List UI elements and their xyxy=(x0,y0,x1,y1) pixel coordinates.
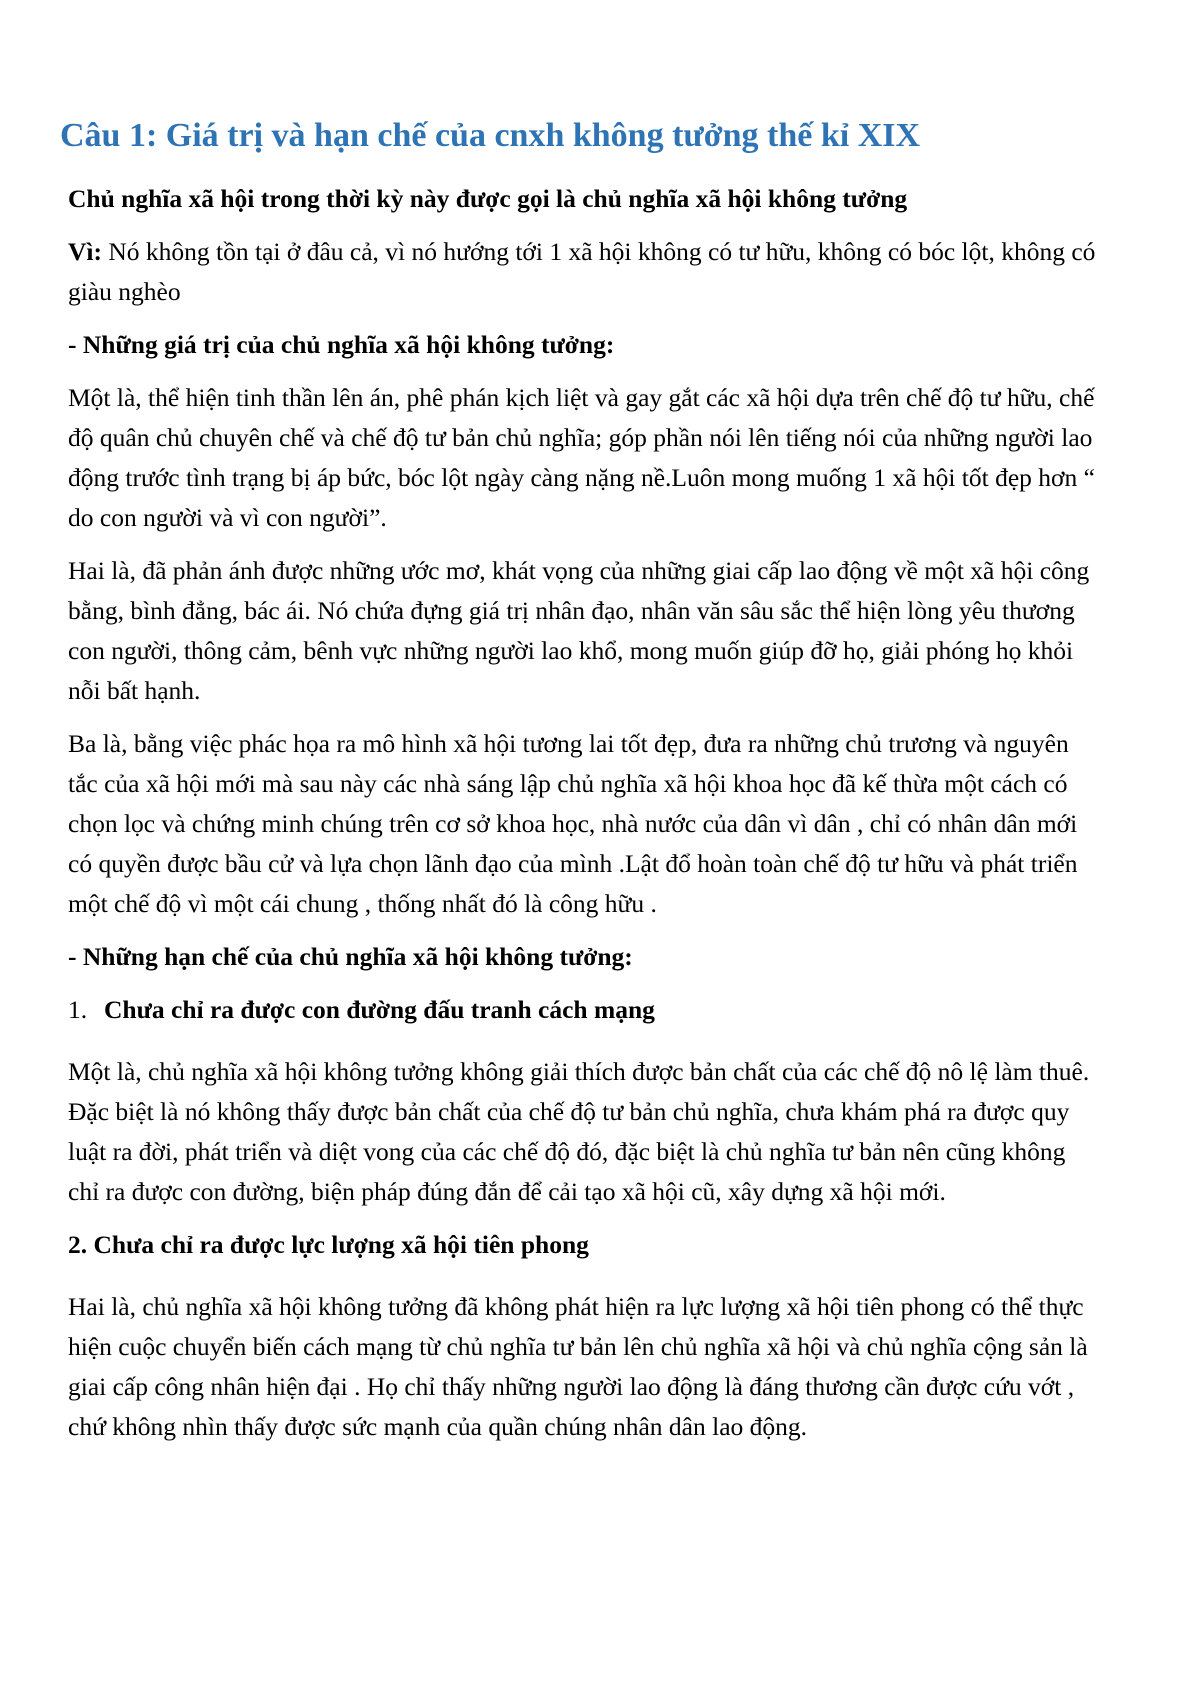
limit-item-1-paragraph: Một là, chủ nghĩa xã hội không tưởng không giải thích được bản chất của các chế độ nô lệ làm thuê. Đặc biệt là nó không thấy được bản chất của chế độ tư bản chủ nghĩa, chưa khám phá ra được quy luật ra đời, phát triển và diệt vong của các chế độ đó, đặc biệt là chủ nghĩa tư bản nên cũng không chỉ ra được con đường, biện pháp đúng đắn để cải tạo xã hội cũ, xây dựng xã hội mới. xyxy=(68,1056,1090,1206)
limit-item-1-number: 1. xyxy=(68,994,88,1024)
limit-item-1-heading xyxy=(68,990,1098,1030)
reason-text: Nó không tồn tại ở đâu cả, vì nó hướng tới 1 xã hội không có tư hữu, không có bóc lột, không có giàu nghèo xyxy=(68,236,1096,306)
values-heading: - Những giá trị của chủ nghĩa xã hội không tưởng: xyxy=(68,329,615,359)
reason-label: Vì: xyxy=(68,236,102,266)
document-title: Câu 1: Giá trị và hạn chế của cnxh không tưởng thế kỉ XIX xyxy=(60,117,921,154)
limit-item-2-title: Chưa chỉ ra được lực lượng xã hội tiên phong xyxy=(93,1229,589,1259)
values-paragraph-1: Một là, thể hiện tinh thần lên án, phê phán kịch liệt và gay gắt các xã hội dựa trên chế độ tư hữu, chế độ quân chủ chuyên chế và chế độ tư bản chủ nghĩa; góp phần nói lên tiếng nói của những người lao động trước tình trạng bị áp bức, bóc lột ngày càng nặng nề.Luôn mong muống 1 xã hội tốt đẹp hơn “ do con người và vì con người”. xyxy=(68,382,1095,532)
values-paragraph-3: Ba là, bằng việc phác họa ra mô hình xã hội tương lai tốt đẹp, đưa ra những chủ trương và nguyên tắc của xã hội mới mà sau này các nhà sáng lập chủ nghĩa xã hội khoa học đã kế thừa một cách có chọn lọc và chứng minh chúng trên cơ sở khoa học, nhà nước của dân vì dân , chỉ có nhân dân mới có quyền được bầu cử và lựa chọn lãnh đạo của mình .Lật đổ hoàn toàn chế độ tư hữu và phát triển một chế độ vì một cái chung , thống nhất đó là công hữu . xyxy=(68,728,1078,918)
intro-statement: Chủ nghĩa xã hội trong thời kỳ này được gọi là chủ nghĩa xã hội không tưởng xyxy=(68,183,908,213)
limit-item-1-title: Chưa chỉ ra được con đường đấu tranh cách mạng xyxy=(104,994,655,1024)
limits-heading: - Những hạn chế của chủ nghĩa xã hội không tưởng: xyxy=(68,941,633,971)
limit-item-2-number: 2. xyxy=(68,1229,88,1259)
document-page xyxy=(60,116,1098,1460)
reason-paragraph xyxy=(68,232,1098,312)
limit-item-2-heading xyxy=(68,1225,1098,1265)
limit-item-2-paragraph: Hai là, chủ nghĩa xã hội không tưởng đã không phát hiện ra lực lượng xã hội tiên phong có thể thực hiện cuộc chuyển biến cách mạng từ chủ nghĩa tư bản lên chủ nghĩa xã hội và chủ nghĩa cộng sản là giai cấp công nhân hiện đại . Họ chỉ thấy những người lao động là đáng thương cần được cứu vớt , chứ không nhìn thấy được sức mạnh của quần chúng nhân dân lao động. xyxy=(68,1291,1088,1441)
values-paragraph-2: Hai là, đã phản ánh được những ước mơ, khát vọng của những giai cấp lao động về một xã hội công bằng, bình đẳng, bác ái. Nó chứa đựng giá trị nhân đạo, nhân văn sâu sắc thể hiện lòng yêu thương con người, thông cảm, bênh vực những người lao khổ, mong muốn giúp đỡ họ, giải phóng họ khỏi nỗi bất hạnh. xyxy=(68,555,1090,705)
